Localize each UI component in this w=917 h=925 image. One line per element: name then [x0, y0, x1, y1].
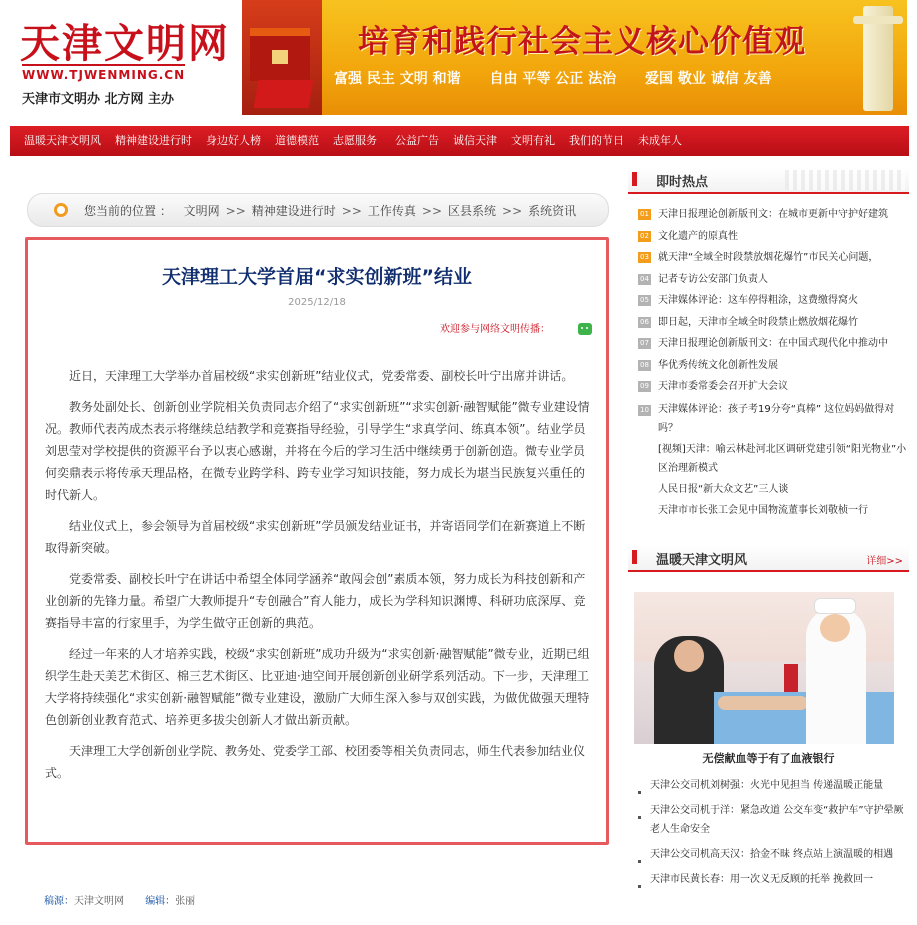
breadcrumb-link-home[interactable]: 文明网 [183, 204, 220, 218]
more-link[interactable]: 详细>> [866, 556, 903, 567]
nav-item-public-ads[interactable]: 公益广告 [395, 134, 439, 147]
list-item-text: 天津媒体评论：孩子考19分夸“真棒” 这位妈妈做得对吗？ [658, 403, 895, 434]
list-item[interactable] [638, 290, 909, 312]
nav-item-warm-tianjin[interactable]: 温暖天津文明风 [24, 134, 101, 147]
section-marker-icon [632, 172, 637, 186]
list-item-text: 即日起，天津市全域全时段禁止燃放烟花爆竹 [658, 316, 858, 328]
bullet-icon [638, 860, 641, 863]
list-item[interactable] [638, 801, 909, 839]
editor-value: 张丽 [175, 896, 196, 907]
nav-item-volunteer[interactable]: 志愿服务 [333, 134, 377, 147]
nav-item-minors[interactable]: 未成年人 [638, 134, 682, 147]
list-item-text: 就天津“全域全时段禁放烟花爆竹”市民关心问题， [658, 252, 879, 263]
warm-section-title: 温暖天津文明风 [656, 553, 748, 568]
site-logo[interactable] [12, 10, 232, 115]
list-item[interactable] [638, 247, 909, 269]
list-item-text: 天津市委常委会召开扩大会议 [658, 381, 788, 392]
share-label: 欢迎参与网络文明传播： [440, 324, 550, 335]
list-item-text: 天津公交司机刘树强：火光中见担当 传递温暖正能量 [650, 780, 884, 791]
article-title: 天津理工大学首届“求实创新班”结业 [162, 266, 472, 288]
article-paragraph: 经过一年来的人才培养实践，校级“求实创新班”成功升级为“求实创新·融智赋能”微专业，近期已组织学生赴天美艺术街区、棉三艺术街区、比亚迪·迪空间开展创新创业研学系列活动。下一步，天津理工大学将持续强化“求实创新·融智赋能”微专业建设，激励广大师生深入参与双创实践，为做优做强天理特色创新创业教育范式、培养更多拔尖创新人才做出新贡献。 [45, 647, 590, 727]
rank-badge: 07 [638, 338, 651, 349]
nav-item-civility[interactable]: 文明有礼 [511, 134, 555, 147]
list-item[interactable] [638, 845, 909, 864]
nav-item-good-people[interactable]: 身边好人榜 [206, 134, 261, 147]
location-icon [54, 203, 68, 217]
article-paragraph: 结业仪式上，参会领导为首届校级“求实创新班”学员颁发结业证书，并寄语同学们在新赛道上不断取得新突破。 [45, 519, 586, 555]
logo-subtitle: 天津市文明办 北方网 主办 [22, 92, 175, 107]
rank-badge: 08 [638, 360, 651, 371]
article-source [44, 892, 195, 907]
breadcrumb-separator: >> [421, 204, 443, 218]
sidebar [628, 168, 909, 925]
nav-item-moral-models[interactable]: 道德模范 [275, 134, 319, 147]
breadcrumb-prefix: 您当前的位置 ： [84, 204, 172, 218]
nurse-figure [806, 608, 866, 744]
rank-badge: 09 [638, 381, 651, 392]
breadcrumb-link-district[interactable]: 区县系统 [448, 204, 497, 218]
nav-item-spiritual-building[interactable]: 精神建设进行时 [115, 134, 192, 147]
hot-section-title: 即时热点 [656, 175, 709, 190]
list-item[interactable]: 人民日报“新大众文艺”三人谈 [658, 483, 789, 495]
list-item[interactable] [638, 204, 909, 226]
breadcrumb-link-news[interactable]: 系统资讯 [528, 204, 577, 218]
banner-value-group: 爱国 敬业 诚信 友善 [645, 71, 772, 87]
photo-caption[interactable]: 无偿献血等于有了血液银行 [702, 752, 835, 765]
list-item[interactable] [638, 269, 909, 291]
banner-value-group: 富强 民主 文明 和谐 [334, 71, 461, 87]
warm-section-header [628, 546, 909, 572]
bullet-icon [638, 791, 641, 794]
list-item-text: 文化遗产的原真性 [658, 230, 738, 242]
red-flag-icon [254, 80, 314, 108]
source-value: 天津文明网 [74, 896, 124, 907]
arm-shape [718, 696, 808, 710]
main-content [10, 170, 622, 925]
main-nav [10, 126, 909, 156]
share-bar [440, 320, 592, 335]
list-item-text: 华优秀传统文化创新性发展 [658, 359, 778, 371]
list-item-text: 天津日报理论创新版刊文：在城市更新中守护好建筑 [658, 209, 888, 220]
rank-badge: 04 [638, 274, 651, 285]
breadcrumb-link-spiritual[interactable]: 精神建设进行时 [251, 204, 336, 218]
list-item-text: 天津市民黄长春：用一次义无反顾的托举 挽救回一 [650, 874, 874, 885]
huabiao-pillar-icon [863, 6, 893, 111]
header-banner [242, 0, 907, 115]
list-item-text: 记者专访公安部门负责人 [658, 273, 768, 285]
list-item[interactable] [638, 312, 909, 334]
breadcrumb-link-work[interactable]: 工作传真 [367, 204, 416, 218]
list-item[interactable] [638, 776, 909, 795]
list-item[interactable] [638, 870, 909, 889]
section-marker-icon [632, 550, 637, 564]
article-body [45, 365, 593, 793]
rank-badge: 06 [638, 317, 651, 328]
list-item[interactable] [638, 376, 909, 398]
rank-badge: 02 [638, 231, 651, 242]
site-header [0, 0, 917, 120]
article-paragraph: 教务处副处长、创新创业学院相关负责同志介绍了“求实创新班”“求实创新·融智赋能”微专业建设情况。教师代表芮成杰表示将继续总结教学和竞赛指导经验，引导学生“求真学问、练真本领”。结业学员刘思莹对学校提供的资源平台予以衷心感谢，并将在今后的学习生活中继续勇于创新创造。微专业学员何奕鼎表示将传承天理品格，在微专业跨学科、跨专业学习知识技能，努力成长为堪当民族复兴重任的时代新人。 [45, 400, 590, 502]
rank-badge: 01 [638, 209, 651, 220]
list-item[interactable] [638, 226, 909, 248]
wechat-share-icon[interactable] [578, 323, 592, 335]
logo-title: 天津文明网 [20, 20, 230, 67]
article-paragraph: 党委常委、副校长叶宁在讲话中希望全体同学涵养“敢闯会创”素质本领，努力成长为科技创新和产业创新的先锋力量。希望广大教师提升“专创融合”育人能力，成长为学科知识渊博、科研功底深厚、竞赛指导丰富的行家里手，为学生做守正创新的典范。 [45, 572, 586, 630]
warm-list [638, 776, 909, 895]
feature-photo[interactable] [634, 592, 894, 744]
list-item-text: 天津公交司机高天汉：拾金不昧 终点站上演温暖的相遇 [650, 849, 894, 860]
list-item[interactable] [638, 355, 909, 377]
breadcrumb-trail [84, 202, 576, 219]
breadcrumb [27, 193, 609, 227]
rank-badge: 03 [638, 252, 651, 263]
breadcrumb-separator: >> [341, 204, 362, 218]
source-label: 稿源： [44, 896, 74, 907]
nav-item-festivals[interactable]: 我们的节日 [569, 134, 624, 147]
rank-badge: 05 [638, 295, 651, 306]
banner-core-values [334, 68, 796, 88]
breadcrumb-separator: >> [225, 204, 246, 218]
hot-section-header [628, 168, 909, 194]
article-paragraph: 近日，天津理工大学举办首届校级“求实创新班”结业仪式，党委常委、副校长叶宁出席并讲话。 [69, 369, 574, 383]
header-decoration [785, 170, 905, 190]
article-paragraph: 天津理工大学创新创业学院、教务处、党委学工部、校团委等相关负责同志，师生代表参加结业仪式。 [45, 744, 586, 780]
bullet-icon [638, 885, 641, 888]
hot-list [638, 204, 909, 520]
list-item[interactable]: 天津市市长张工会见中国物流董事长刘敬桢一行 [658, 504, 868, 516]
list-item[interactable] [638, 333, 909, 355]
editor-label: 编辑： [145, 896, 176, 907]
tiananmen-gate-icon [250, 28, 310, 81]
rank-badge: 10 [638, 405, 651, 416]
banner-gate-image [242, 0, 322, 115]
logo-url: WWW.TJWENMING.CN [22, 64, 185, 82]
banner-value-group: 自由 平等 公正 法治 [489, 71, 617, 87]
list-item-text: 天津公交司机于洋：紧急改道 公交车变“救护车”守护晕厥老人生命安全 [650, 805, 904, 835]
nav-item-credit-tianjin[interactable]: 诚信天津 [453, 134, 497, 147]
banner-title: 培育和践行社会主义核心价值观 [358, 24, 806, 60]
list-item-text: 天津媒体评论：这车停得粗涂，这费缴得窝火 [658, 295, 858, 306]
nurse-cap-icon [814, 598, 856, 614]
breadcrumb-separator: >> [502, 204, 523, 218]
list-item[interactable] [638, 400, 909, 438]
list-item-text: 天津日报理论创新版刊文：在中国式现代化中推动中 [658, 338, 888, 349]
article-date: 2025/12/18 [288, 297, 346, 308]
bullet-icon [638, 816, 641, 819]
article [25, 237, 609, 845]
list-item[interactable]: [视频]天津：喻云林赴河北区调研党建引领“阳光物业”小区治理新模式 [658, 443, 907, 474]
